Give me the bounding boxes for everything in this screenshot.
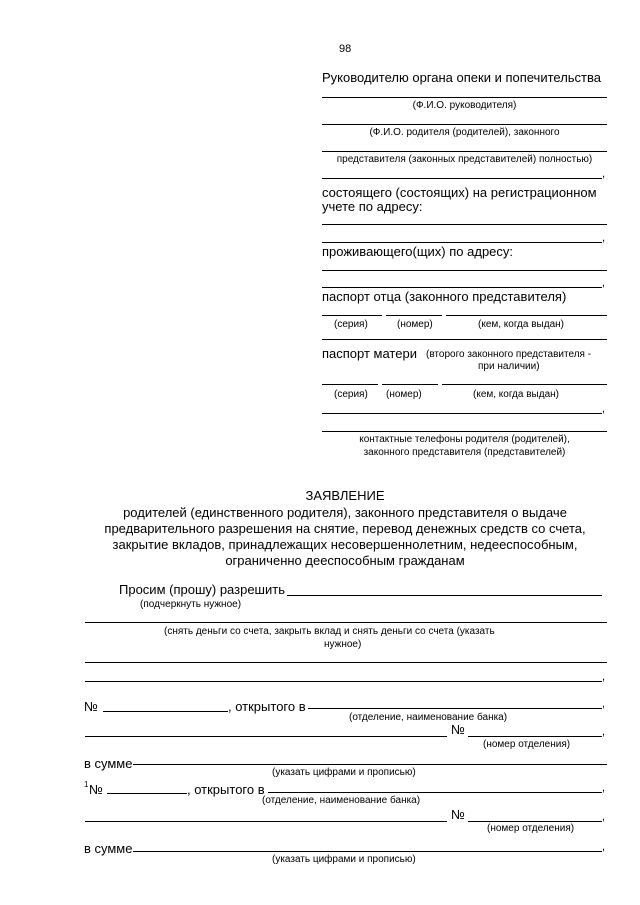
father-number-caption: (номер) [397,319,433,330]
bank-caption: (отделение, наименование банка) [349,712,508,723]
branch-number-line-2[interactable] [468,821,602,822]
father-issued-line[interactable] [446,315,607,316]
sum-line-2[interactable] [133,851,602,852]
head-fio-caption: (Ф.И.О. руководителя) [412,100,517,111]
account-number-label-2: № [89,782,103,797]
living-address-line-2[interactable] [322,287,602,288]
contacts-caption-2: законного представителя (представителей) [363,447,566,458]
registered-text-1: состоящего (состоящих) на регистрационном [322,185,597,200]
statement-line-4: ограниченно дееспособным гражданам [225,553,465,568]
request-line-2[interactable] [85,622,607,623]
comma: , [602,277,606,289]
branch-number-label-2: № [451,807,465,822]
father-number-line[interactable] [386,315,442,316]
living-address-line-1[interactable] [322,270,607,271]
request-line-1[interactable] [287,595,602,596]
statement-line-1: родителей (единственного родителя), законного представителя о выдаче [123,505,567,520]
branch-caption-2: (номер отделения) [487,823,575,834]
bank-line-3[interactable] [268,792,602,793]
comma: , [602,671,606,683]
branch-number-line[interactable] [468,736,602,737]
account-number-line-2[interactable] [107,793,187,794]
mother-note-1: (второго законного представителя - [426,349,592,360]
request-label: Просим (прошу) разрешить [119,582,285,597]
father-passport-line-2[interactable] [322,339,607,340]
parent-fio-caption-1: (Ф.И.О. родителя (родителей), законного [369,127,560,138]
mother-passport-line-2[interactable] [322,413,602,414]
father-passport-label: паспорт отца (законного представителя) [322,289,567,304]
parent-fio-line-2[interactable] [322,151,607,152]
contacts-caption-1: контактные телефоны родителя (родителей), [359,434,570,445]
mother-number-caption: (номер) [386,389,422,400]
action-note-2: нужное) [324,639,362,650]
underline-note: (подчеркнуть нужное) [140,599,242,610]
bank-caption-2: (отделение, наименование банка) [262,795,421,806]
registered-text-2: учете по адресу: [322,199,423,214]
comma: , [602,841,606,853]
contacts-line[interactable] [322,431,607,432]
statement-heading: ЗАЯВЛЕНИЕ [305,488,385,503]
request-line-3[interactable] [85,662,607,663]
mother-series-line[interactable] [322,384,378,385]
comma: , [602,782,606,794]
opened-in-label-2: , открытого в [187,782,265,797]
account-number-line[interactable] [103,711,228,712]
mother-issued-line[interactable] [442,384,607,385]
mother-note-2: при наличии) [478,361,540,372]
addressee-title: Руководителю органа опеки и попечительства [322,70,601,85]
head-fio-line[interactable] [322,97,607,98]
bank-line-1[interactable] [308,708,602,709]
parent-fio-line-3[interactable] [322,178,602,179]
sum-caption: (указать цифрами и прописью) [272,767,416,778]
opened-in-label: , открытого в [228,699,306,714]
comma: , [602,698,606,710]
action-note-1: (снять деньги со счета, закрыть вклад и снять деньги со счета (указать [164,626,495,637]
comma: , [602,232,606,244]
bank-line-4[interactable] [85,821,447,822]
comma: , [602,403,606,415]
sum-line[interactable] [133,764,607,765]
comma: , [602,811,606,823]
living-text: проживающего(щих) по адресу: [322,244,514,259]
parent-fio-caption-2: представителя (законных представителей) полностью) [336,154,593,165]
branch-number-label: № [451,722,465,737]
page-number: 98 [339,43,352,55]
sum-label-2: в сумме [84,841,133,856]
bank-line-2[interactable] [85,736,447,737]
mother-issued-caption: (кем, когда выдан) [473,389,559,400]
mother-passport-label: паспорт матери [322,346,417,361]
mother-number-line[interactable] [382,384,438,385]
father-issued-caption: (кем, когда выдан) [478,319,564,330]
parent-fio-line-1[interactable] [322,124,607,125]
branch-caption: (номер отделения) [483,739,571,750]
comma: , [602,726,606,738]
registered-address-line-2[interactable] [322,242,602,243]
sum-caption-2: (указать цифрами и прописью) [272,854,416,865]
statement-line-2: предварительного разрешения на снятие, перевод денежных средств со счета, [104,521,586,536]
account-number-label: № [84,699,98,714]
registered-address-line-1[interactable] [322,224,607,225]
sum-label: в сумме [84,756,133,771]
request-line-4[interactable] [85,681,602,682]
father-series-line[interactable] [322,315,382,316]
statement-line-3: закрытие вкладов, принадлежащих несовершеннолетним, недееспособным, [112,537,578,552]
footnote-mark: 1 [84,780,89,789]
father-series-caption: (серия) [334,319,368,330]
mother-series-caption: (серия) [334,389,368,400]
comma: , [602,168,606,180]
